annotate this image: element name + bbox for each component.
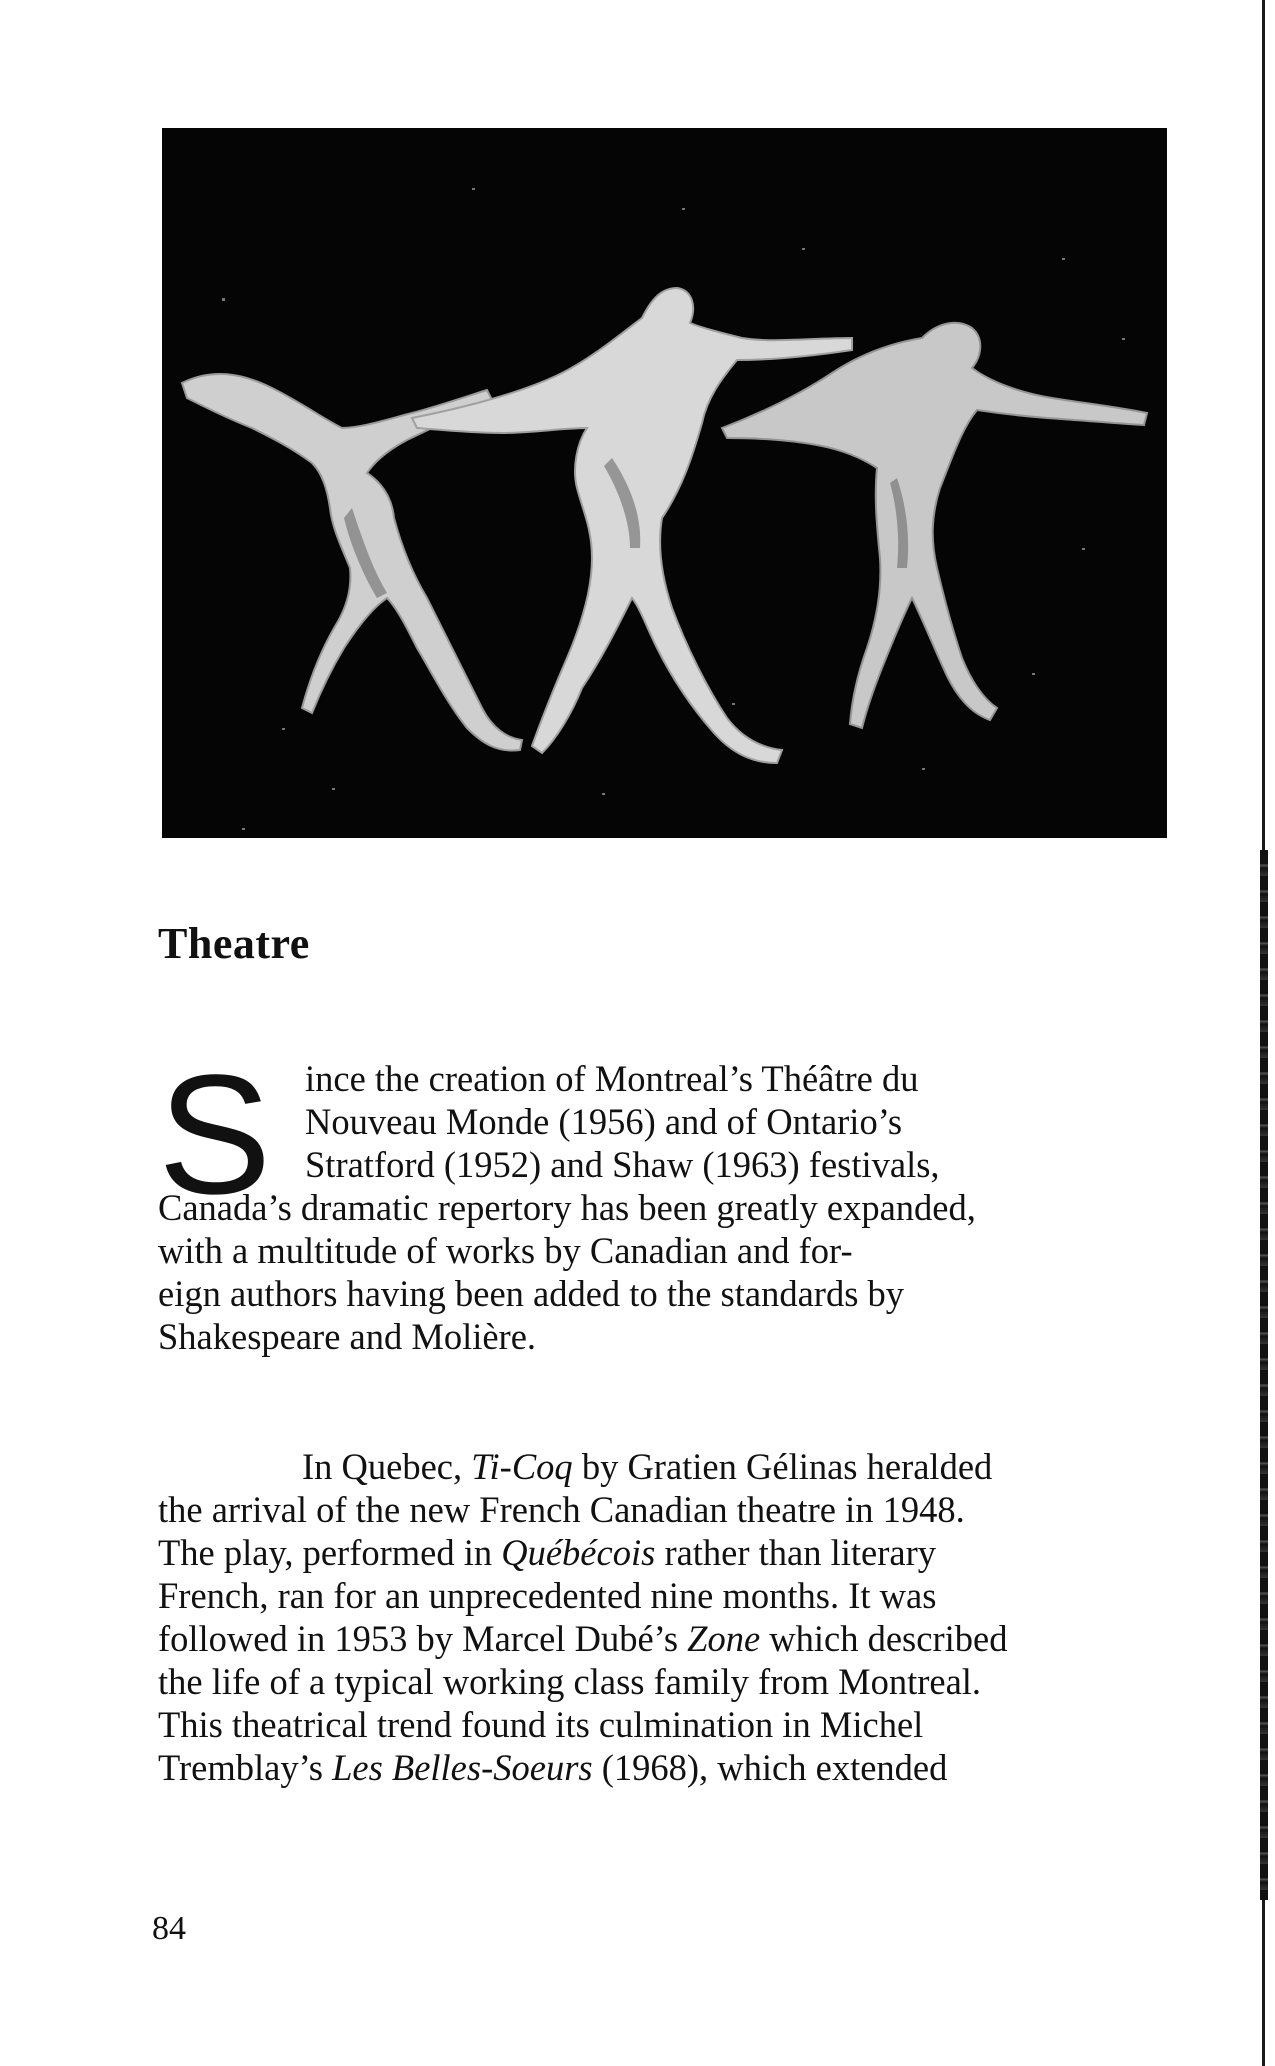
paragraph-line: the life of a typical working class family from Montreal. (158, 1661, 982, 1702)
italic-title: Les Belles-Soeurs (332, 1747, 593, 1788)
text-run: (1968), which extended (592, 1747, 948, 1788)
page-number: 84 (152, 1910, 186, 1947)
dancers-photo-icon (162, 128, 1167, 838)
paragraph-line (158, 1531, 936, 1574)
dancers-photo (162, 128, 1167, 838)
page-edge-shadow (1260, 850, 1268, 1900)
paragraph-line: ince the creation of Montreal’s Théâtre du (305, 1058, 919, 1099)
text-run: by Gratien Gélinas heralded (572, 1446, 993, 1487)
paragraph-line: with a multitude of works by Canadian and for- (158, 1230, 853, 1271)
paragraph-line: the arrival of the new French Canadian theatre in 1948. (158, 1489, 965, 1530)
italic-title: Ti-Coq (471, 1446, 573, 1487)
paragraph-line: Shakespeare and Molière. (158, 1316, 537, 1357)
paragraph-line: eign authors having been added to the standards by (158, 1273, 905, 1314)
text-run: which described (760, 1618, 1008, 1659)
text-run: rather than literary (655, 1532, 937, 1573)
paragraph-line (302, 1445, 992, 1488)
paragraph-line: French, ran for an unprecedented nine months. It was (158, 1575, 937, 1616)
text-run: Tremblay’s (158, 1747, 333, 1788)
paragraph-line: Stratford (1952) and Shaw (1963) festivals, (305, 1144, 940, 1185)
paragraph-line: Canada’s dramatic repertory has been greatly expanded, (158, 1187, 976, 1228)
drop-cap: S (158, 1040, 272, 1230)
italic-term: Québécois (501, 1532, 656, 1573)
text-run: followed in 1953 by Marcel Dubé’s (158, 1618, 688, 1659)
italic-title: Zone (687, 1618, 761, 1659)
section-title: Theatre (158, 919, 310, 968)
text-run: In Quebec, (302, 1446, 472, 1487)
text-run: The play, performed in (158, 1532, 502, 1573)
paragraph-line (158, 1617, 1007, 1660)
paragraph-line: This theatrical trend found its culmination in Michel (158, 1704, 924, 1745)
paragraph-line: Nouveau Monde (1956) and of Ontario’s (305, 1101, 903, 1142)
paragraph-line (158, 1746, 947, 1789)
